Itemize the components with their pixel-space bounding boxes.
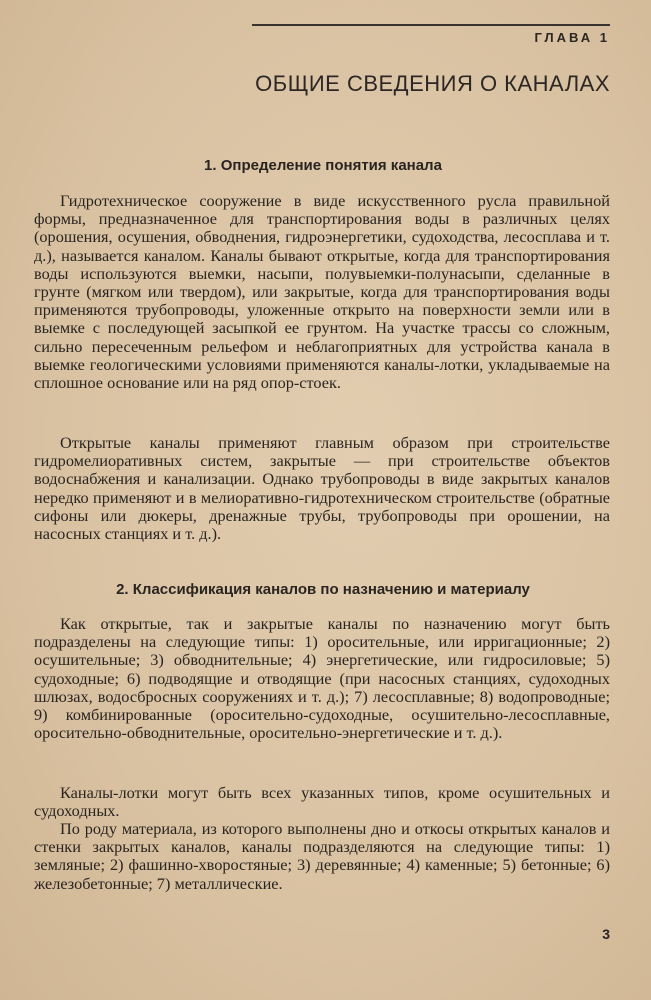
page-number: 3 bbox=[602, 926, 610, 942]
paragraph-definition: Гидротехническое сооружение в виде искусственного русла правильной формы, предназначенное для транспортирования воды в различных целях (орошения, осушения, обводнения, гидроэнергетики, судоходства, лесосплава и т. д.), называется каналом. Каналы бывают открытые, когда для транспортирования воды используются выемки, насыпи, полувыемки-полунасыпи, сделанные в грунте (мягком или твердом), или закрытые, когда для транспортирования воды применяются трубопроводы, уложенные открыто на поверхности земли или в выемке с последующей засыпкой ее грунтом. На участке трассы со сложным, сильно пересеченным рельефом и неблагоприятных для устройства канала в выемке геологическими условиями применяются каналы-лотки, укладываемые на сплошное основание или на ряд опор-стоек. bbox=[34, 191, 610, 393]
header-rule bbox=[252, 24, 610, 26]
chapter-label: ГЛАВА 1 bbox=[534, 30, 610, 45]
section-heading-1: 1. Определение понятия канала bbox=[204, 157, 442, 174]
section-heading-2: 2. Классификация каналов по назначению и материалу bbox=[116, 581, 530, 598]
paragraph-flumes: Каналы-лотки могут быть всех указанных типов, кроме осушительных и судоходных. bbox=[34, 783, 610, 821]
chapter-title: ОБЩИЕ СВЕДЕНИЯ О КАНАЛАХ bbox=[255, 71, 610, 96]
paragraph-purpose-types: Как открытые, так и закрытые каналы по назначению могут быть подразделены на следующие типы: 1) оросительные, или ирригационные; 2) осушительные; 3) обводнительные; 4) энергетические, или гидросиловые; 5) судоходные; 6) подводящие и отводящие (при насосных станциях, судоходных шлюзах, водосбросных сооружениях и т. д.); 7) лесосплавные; 8) водопроводные; 9) комбинированные (оросительно-судоходные, осушительно-лесосплавные, оросительно-обводнительные, оросительно-энергетические и т. д.). bbox=[34, 614, 610, 743]
paragraph-material-types: По роду материала, из которого выполнены дно и откосы открытых каналов и стенки закрытых каналов, каналы подразделяются на следующие типы: 1) земляные; 2) фашинно-хворостяные; 3) деревянные; 4) каменные; 5) бетонные; 6) железобетонные; 7) металлические. bbox=[34, 819, 610, 893]
paragraph-usage: Открытые каналы применяют главным образом при строительстве гидромелиоративных систем, закрытые — при строительстве объектов водоснабжения и канализации. Однако трубопроводы в виде закрытых каналов нередко применяют и в мелиоративно-гидротехническом строительстве (обратные сифоны или дюкеры, дренажные трубы, трубопроводы при орошении, на насосных станциях и т. д.). bbox=[34, 433, 610, 544]
